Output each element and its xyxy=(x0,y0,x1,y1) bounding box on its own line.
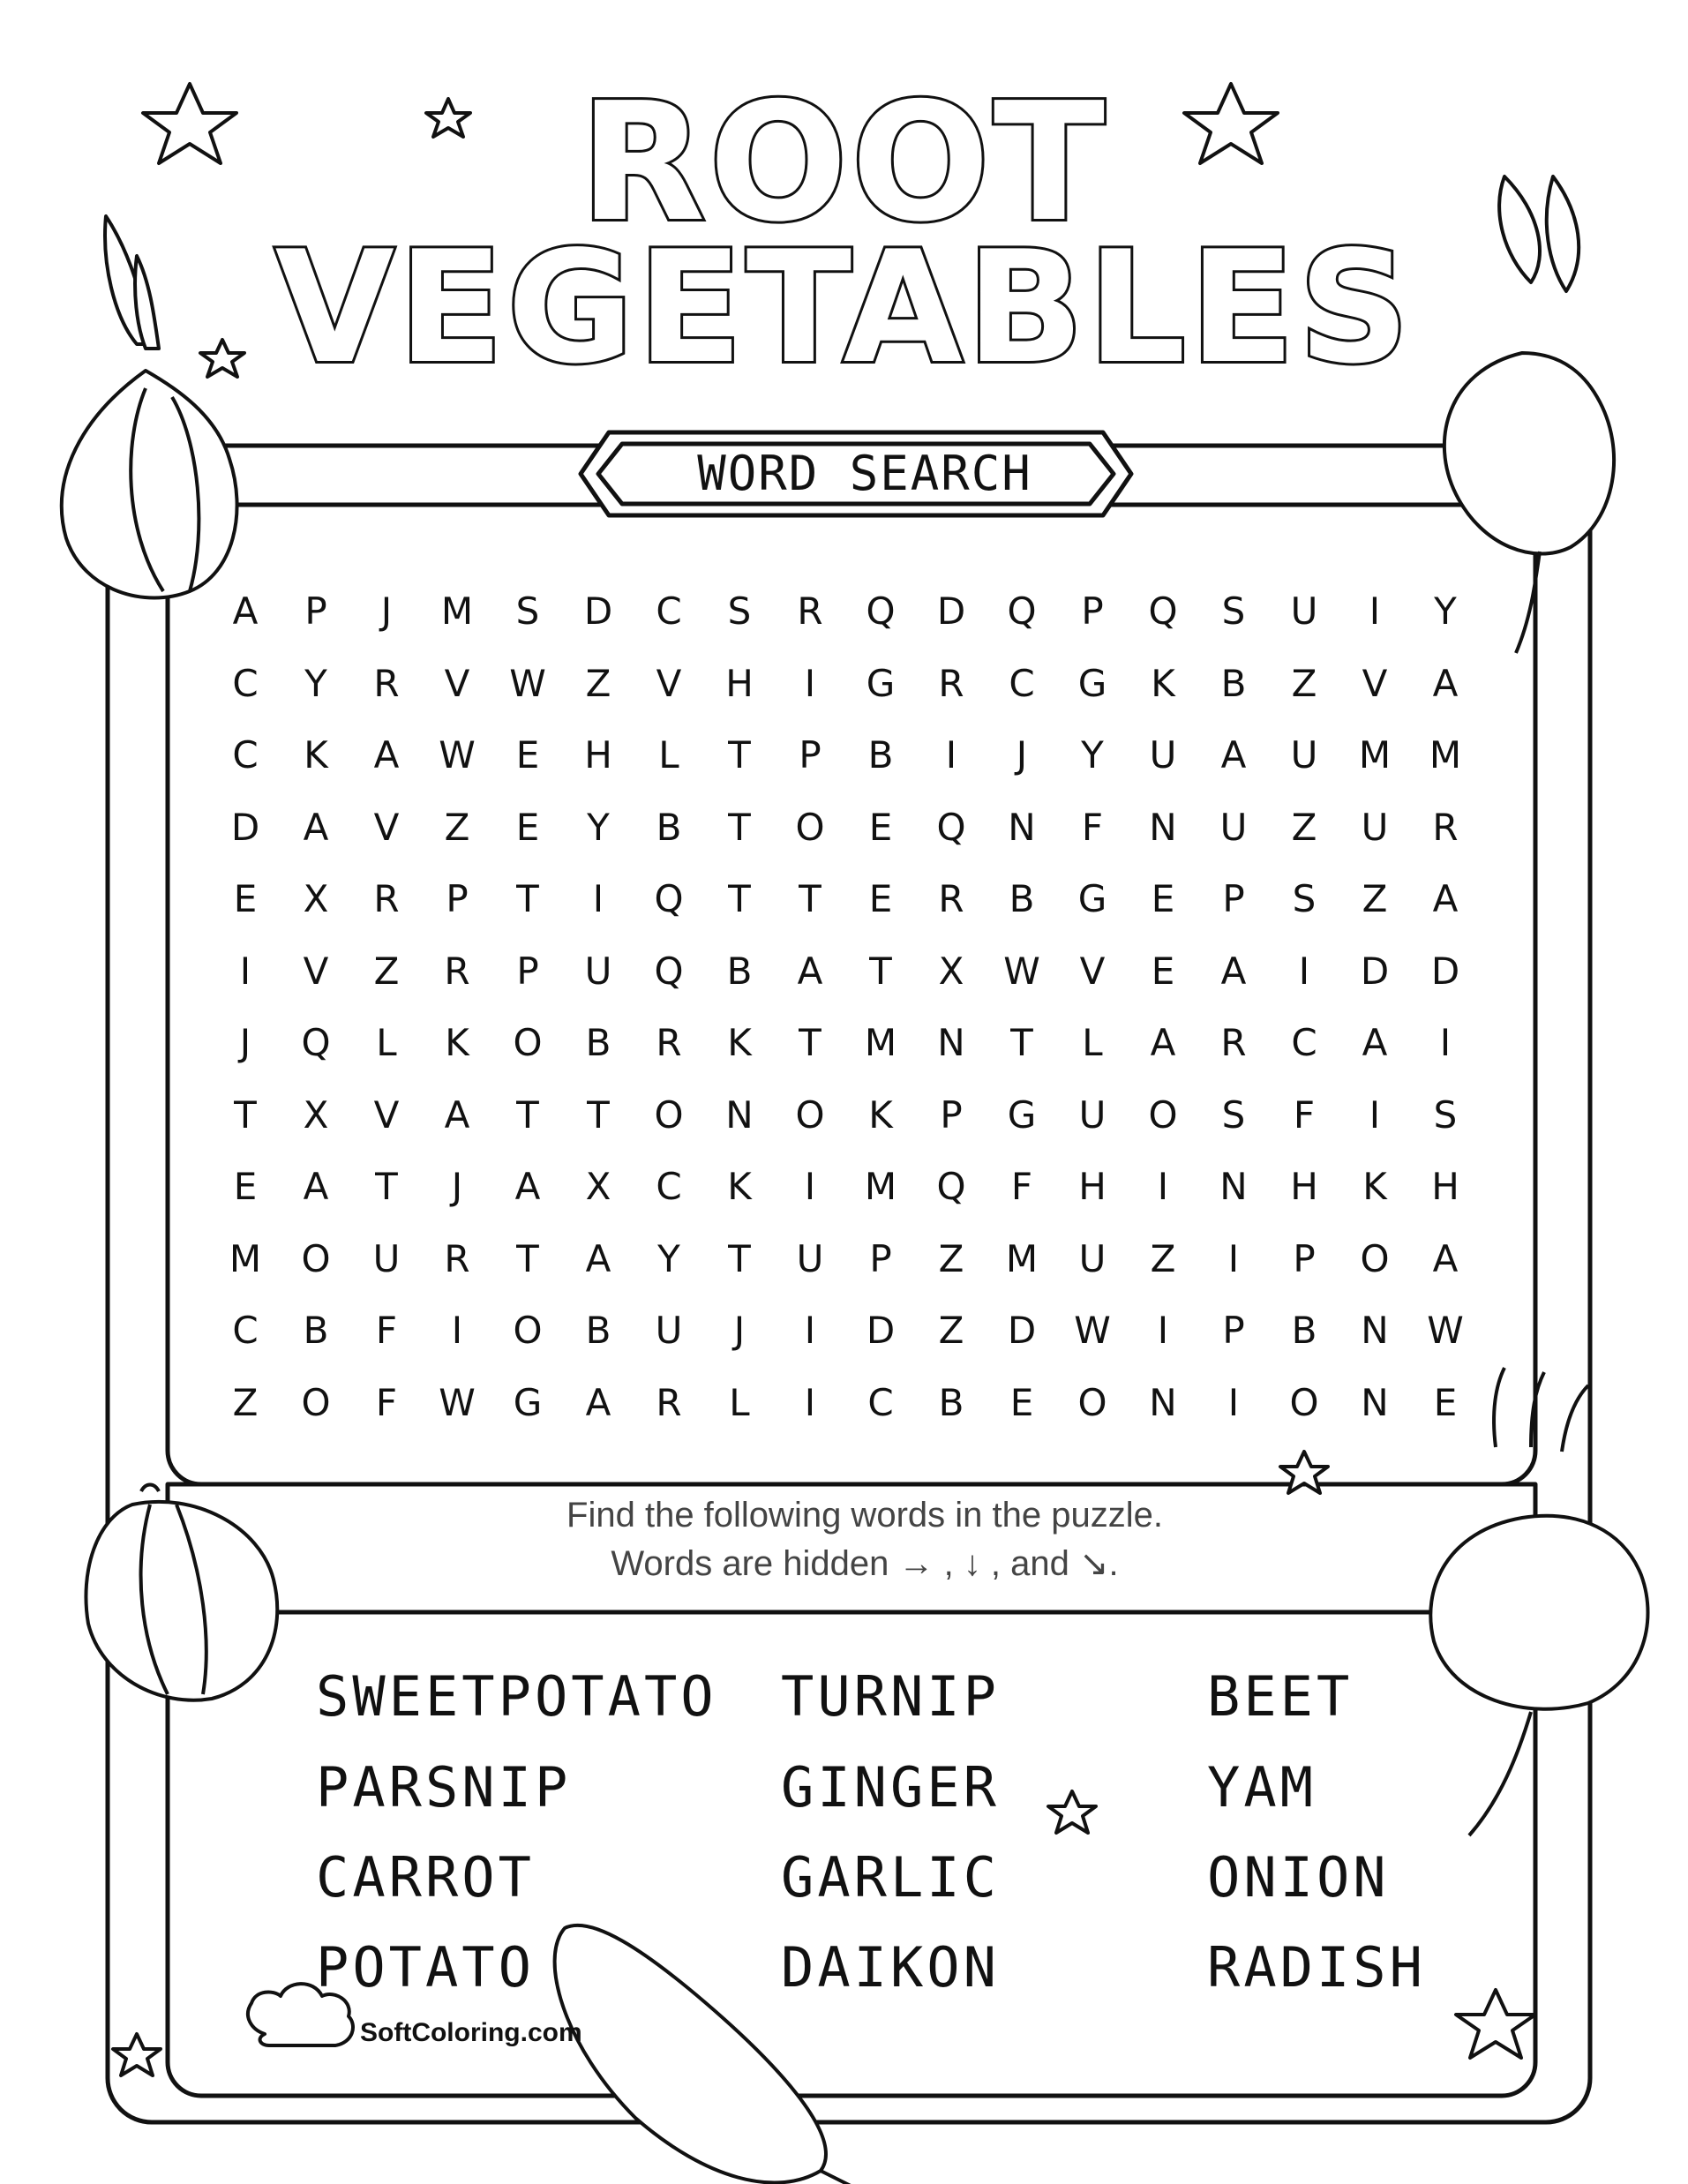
grid-cell: U xyxy=(372,1236,401,1280)
grid-cell: W xyxy=(1427,1309,1464,1352)
grid-cell: N xyxy=(1149,805,1177,849)
grid-cell: K xyxy=(1362,1165,1387,1208)
page-title-line2: VEGETABLES xyxy=(274,219,1414,398)
grid-cell: U xyxy=(1219,805,1248,849)
grid-cell: I xyxy=(1157,1165,1169,1208)
grid-cell: T xyxy=(587,1092,610,1137)
letter-grid xyxy=(210,575,1481,1438)
word-list-item: CARROT xyxy=(316,1845,535,1910)
word-list-item: YAM xyxy=(1207,1755,1317,1820)
grid-cell: C xyxy=(1009,661,1035,705)
grid-cell: B xyxy=(303,1309,329,1352)
grid-cell: N xyxy=(1361,1380,1389,1424)
grid-cell: J xyxy=(239,1021,251,1064)
grid-cell: D xyxy=(230,805,260,849)
grid-cell: N xyxy=(725,1092,754,1137)
grid-cell: B xyxy=(726,949,753,993)
garlic-icon xyxy=(86,1485,277,1700)
grid-cell: R xyxy=(373,877,400,920)
grid-cell: S xyxy=(1433,1092,1458,1137)
grid-cell: E xyxy=(1433,1380,1458,1424)
grid-cell: A xyxy=(585,1236,611,1280)
grid-cell: R xyxy=(938,661,964,705)
grid-cell: G xyxy=(513,1380,543,1424)
grid-cell: A xyxy=(585,1380,611,1424)
grid-cell: G xyxy=(1077,661,1107,705)
grid-cell: B xyxy=(938,1380,964,1424)
grid-cell: Q xyxy=(654,949,684,993)
grid-cell: Y xyxy=(587,805,610,849)
grid-cell: V xyxy=(373,1092,400,1137)
grid-cell: F xyxy=(1010,1165,1033,1208)
grid-cell: T xyxy=(728,805,751,849)
grid-cell: D xyxy=(583,589,613,633)
grid-cell: A xyxy=(232,589,259,633)
grid-cell: I xyxy=(1439,1021,1452,1064)
grid-cell: P xyxy=(1222,877,1245,920)
grid-cell: I xyxy=(804,1309,816,1352)
grid-cell: H xyxy=(1078,1165,1107,1208)
grid-cell: M xyxy=(1358,733,1392,777)
word-list-item: GINGER xyxy=(781,1755,1000,1820)
word-list-item: BEET xyxy=(1207,1664,1354,1729)
grid-cell: O xyxy=(1077,1380,1107,1424)
instructions xyxy=(441,1491,1288,1588)
word-list-item: ONION xyxy=(1207,1845,1390,1910)
grid-cell: J xyxy=(380,589,393,633)
grid-cell: Z xyxy=(1150,1236,1176,1280)
grid-cell: I xyxy=(1369,1092,1381,1137)
grid-cell: E xyxy=(233,1165,258,1208)
grid-cell: V xyxy=(1079,949,1106,993)
grid-cell: Z xyxy=(1291,661,1317,705)
grid-cell: E xyxy=(868,877,893,920)
grid-cell: B xyxy=(1291,1309,1317,1352)
grid-cell: E xyxy=(515,733,540,777)
star-icon xyxy=(1280,1452,1328,1493)
grid-cell: C xyxy=(1291,1021,1317,1064)
grid-cell: I xyxy=(1298,949,1310,993)
grid-cell: K xyxy=(868,1092,893,1137)
grid-cell: W xyxy=(1003,949,1040,993)
grid-cell: Q xyxy=(654,877,684,920)
grid-cell: D xyxy=(866,1309,896,1352)
grid-cell: J xyxy=(733,1309,746,1352)
grid-cell: U xyxy=(1290,589,1318,633)
grid-cell: P xyxy=(516,949,539,993)
grid-cell: I xyxy=(804,1380,816,1424)
grid-cell: Q xyxy=(1148,589,1178,633)
grid-cell: W xyxy=(439,733,476,777)
grid-cell: W xyxy=(509,661,546,705)
grid-cell: B xyxy=(1220,661,1247,705)
grid-cell: N xyxy=(1149,1380,1177,1424)
grid-cell: Z xyxy=(938,1309,964,1352)
grid-cell: F xyxy=(1293,1092,1316,1137)
grid-cell: E xyxy=(868,805,893,849)
grid-cell: A xyxy=(303,1165,329,1208)
grid-cell: L xyxy=(376,1021,397,1064)
grid-cell: N xyxy=(1008,805,1036,849)
grid-cell: U xyxy=(796,1236,824,1280)
grid-cell: I xyxy=(592,877,604,920)
word-list-item: RADISH xyxy=(1207,1935,1426,2000)
grid-cell: Q xyxy=(936,805,966,849)
grid-cell: Z xyxy=(232,1380,259,1424)
grid-cell: U xyxy=(1290,733,1318,777)
grid-cell: Y xyxy=(1081,733,1104,777)
grid-cell: U xyxy=(584,949,612,993)
grid-cell: M xyxy=(864,1165,897,1208)
grid-cell: P xyxy=(1081,589,1104,633)
grid-cell: X xyxy=(938,949,964,993)
grid-cell: K xyxy=(1151,661,1175,705)
grid-cell: N xyxy=(937,1021,965,1064)
grid-cell: M xyxy=(1429,733,1462,777)
grid-cell: A xyxy=(1432,661,1459,705)
grid-cell: U xyxy=(655,1309,683,1352)
grid-cell: V xyxy=(1362,661,1388,705)
branding-text: SoftColoring.com xyxy=(360,2018,582,2047)
grid-cell: O xyxy=(654,1092,684,1137)
grid-cell: U xyxy=(1361,805,1389,849)
grid-cell: O xyxy=(513,1309,543,1352)
grid-cell: L xyxy=(658,733,679,777)
grid-cell: C xyxy=(232,1309,259,1352)
grid-cell: Y xyxy=(304,661,327,705)
grid-cell: V xyxy=(656,661,682,705)
grid-cell: I xyxy=(1369,589,1381,633)
grid-cell: M xyxy=(440,589,474,633)
grid-cell: A xyxy=(1432,1236,1459,1280)
grid-cell: T xyxy=(728,733,751,777)
grid-cell: P xyxy=(446,877,469,920)
grid-cell: B xyxy=(585,1309,611,1352)
grid-cell: Q xyxy=(936,1165,966,1208)
grid-cell: R xyxy=(938,877,964,920)
grid-cell: Z xyxy=(373,949,400,993)
grid-cell: F xyxy=(375,1309,398,1352)
grid-cell: V xyxy=(373,805,400,849)
grid-cell: C xyxy=(656,589,682,633)
grid-cell: W xyxy=(439,1380,476,1424)
grid-cell: H xyxy=(1290,1165,1318,1208)
grid-cell: I xyxy=(1157,1309,1169,1352)
grid-cell: I xyxy=(804,1165,816,1208)
grid-cell: K xyxy=(304,733,328,777)
grid-cell: K xyxy=(727,1165,752,1208)
grid-cell: T xyxy=(799,1021,821,1064)
grid-cell: O xyxy=(1360,1236,1390,1280)
grid-cell: I xyxy=(239,949,251,993)
grid-cell: A xyxy=(1150,1021,1176,1064)
grid-cell: Z xyxy=(1362,877,1388,920)
grid-cell: C xyxy=(867,1380,894,1424)
grid-cell: A xyxy=(797,949,823,993)
grid-cell: G xyxy=(1077,877,1107,920)
grid-cell: N xyxy=(1361,1309,1389,1352)
grid-cell: H xyxy=(725,661,754,705)
grid-cell: Q xyxy=(866,589,896,633)
grid-cell: D xyxy=(936,589,966,633)
grid-cell: E xyxy=(1151,877,1175,920)
grid-cell: M xyxy=(229,1236,262,1280)
grid-cell: N xyxy=(1219,1165,1248,1208)
grid-cell: G xyxy=(1007,1092,1037,1137)
grid-cell: T xyxy=(1010,1021,1033,1064)
grid-cell: I xyxy=(945,733,957,777)
grid-cell: M xyxy=(1005,1236,1039,1280)
grid-cell: H xyxy=(1431,1165,1459,1208)
word-list-item: SWEETPOTATO xyxy=(316,1664,717,1729)
grid-cell: P xyxy=(304,589,327,633)
grid-cell: A xyxy=(444,1092,470,1137)
grid-cell: S xyxy=(727,589,752,633)
grid-cell: A xyxy=(303,805,329,849)
grid-cell: C xyxy=(656,1165,682,1208)
grid-cell: A xyxy=(1432,877,1459,920)
word-list-item: TURNIP xyxy=(781,1664,1000,1729)
grid-cell: U xyxy=(1078,1236,1107,1280)
grid-cell: P xyxy=(1293,1236,1316,1280)
grid-cell: B xyxy=(867,733,894,777)
grid-cell: S xyxy=(515,589,540,633)
grid-cell: T xyxy=(869,949,892,993)
grid-cell: E xyxy=(1151,949,1175,993)
word-list-item: GARLIC xyxy=(781,1845,1000,1910)
grid-cell: J xyxy=(451,1165,463,1208)
grid-cell: O xyxy=(301,1380,331,1424)
grid-cell: P xyxy=(799,733,821,777)
grid-cell: U xyxy=(1149,733,1177,777)
grid-cell: A xyxy=(514,1165,541,1208)
grid-cell: O xyxy=(1148,1092,1178,1137)
grid-cell: K xyxy=(727,1021,752,1064)
grid-cell: T xyxy=(375,1165,398,1208)
grid-cell: T xyxy=(516,877,539,920)
grid-cell: V xyxy=(444,661,470,705)
instructions-line2: Words are hidden → , ↓ , and ↘. xyxy=(611,1544,1119,1583)
star-icon xyxy=(1456,1990,1535,2058)
grid-cell: D xyxy=(1360,949,1390,993)
grid-cell: L xyxy=(729,1380,750,1424)
grid-cell: Z xyxy=(585,661,611,705)
star-icon xyxy=(1048,1791,1096,1833)
grid-cell: E xyxy=(1009,1380,1034,1424)
grid-cell: I xyxy=(804,661,816,705)
grid-cell: R xyxy=(444,949,470,993)
grid-cell: O xyxy=(513,1021,543,1064)
grid-cell: T xyxy=(516,1092,539,1137)
grid-cell: D xyxy=(1007,1309,1037,1352)
grid-cell: J xyxy=(1016,733,1028,777)
grid-cell: R xyxy=(1432,805,1459,849)
grid-cell: H xyxy=(584,733,612,777)
grid-cell: A xyxy=(1362,1021,1388,1064)
grid-cell: Z xyxy=(938,1236,964,1280)
grid-cell: T xyxy=(799,877,821,920)
grid-cell: V xyxy=(303,949,329,993)
grid-cell: Y xyxy=(657,1236,680,1280)
grid-cell: W xyxy=(1074,1309,1111,1352)
grid-cell: X xyxy=(585,1165,611,1208)
grid-cell: Q xyxy=(301,1021,331,1064)
grid-cell: I xyxy=(1227,1380,1240,1424)
grid-cell: P xyxy=(869,1236,892,1280)
grid-cell: O xyxy=(301,1236,331,1280)
grid-cell: O xyxy=(1289,1380,1319,1424)
star-icon xyxy=(113,2034,161,2075)
grid-cell: R xyxy=(444,1236,470,1280)
grid-cell: A xyxy=(373,733,400,777)
grid-cell: A xyxy=(1220,949,1247,993)
grid-cell: B xyxy=(585,1021,611,1064)
grid-cell: E xyxy=(515,805,540,849)
grid-cell: R xyxy=(373,661,400,705)
grid-cell: P xyxy=(1222,1309,1245,1352)
grid-cell: T xyxy=(516,1236,539,1280)
grid-cell: O xyxy=(795,1092,825,1137)
grid-cell: T xyxy=(234,1092,257,1137)
grid-cell: Z xyxy=(1291,805,1317,849)
word-list-item: PARSNIP xyxy=(316,1755,572,1820)
grid-cell: X xyxy=(303,1092,329,1137)
grid-cell: F xyxy=(1081,805,1104,849)
grid-cell: L xyxy=(1082,1021,1103,1064)
grid-cell: Q xyxy=(1007,589,1037,633)
subtitle-banner: WORD SEARCH xyxy=(697,446,1032,501)
grid-cell: I xyxy=(451,1309,463,1352)
grid-cell: P xyxy=(940,1092,963,1137)
page-title-line1: ROOT xyxy=(579,67,1109,258)
grid-cell: E xyxy=(233,877,258,920)
grid-cell: O xyxy=(795,805,825,849)
word-list-item: DAIKON xyxy=(781,1935,1000,2000)
word-list-item: POTATO xyxy=(316,1935,535,2000)
grid-cell: B xyxy=(656,805,682,849)
grid-cell: R xyxy=(797,589,823,633)
grid-cell: U xyxy=(1078,1092,1107,1137)
grid-cell: S xyxy=(1221,589,1246,633)
grid-cell: X xyxy=(303,877,329,920)
grid-cell: B xyxy=(1009,877,1035,920)
grid-cell: M xyxy=(864,1021,897,1064)
grid-cell: C xyxy=(232,733,259,777)
grid-cell: Y xyxy=(1434,589,1457,633)
grid-cell: C xyxy=(232,661,259,705)
grid-cell: T xyxy=(728,877,751,920)
grid-cell: A xyxy=(1220,733,1247,777)
grid-cell: D xyxy=(1430,949,1460,993)
instructions-line1: Find the following words in the puzzle. xyxy=(566,1496,1163,1535)
grid-cell: R xyxy=(1220,1021,1247,1064)
grid-cell: Z xyxy=(444,805,470,849)
grid-cell: S xyxy=(1292,877,1317,920)
grid-cell: S xyxy=(1221,1092,1246,1137)
grid-cell: I xyxy=(1227,1236,1240,1280)
grid-cell: R xyxy=(656,1380,682,1424)
grid-cell: G xyxy=(866,661,896,705)
grid-cell: R xyxy=(656,1021,682,1064)
grid-cell: T xyxy=(728,1236,751,1280)
grid-cell: F xyxy=(375,1380,398,1424)
grid-cell: K xyxy=(445,1021,469,1064)
